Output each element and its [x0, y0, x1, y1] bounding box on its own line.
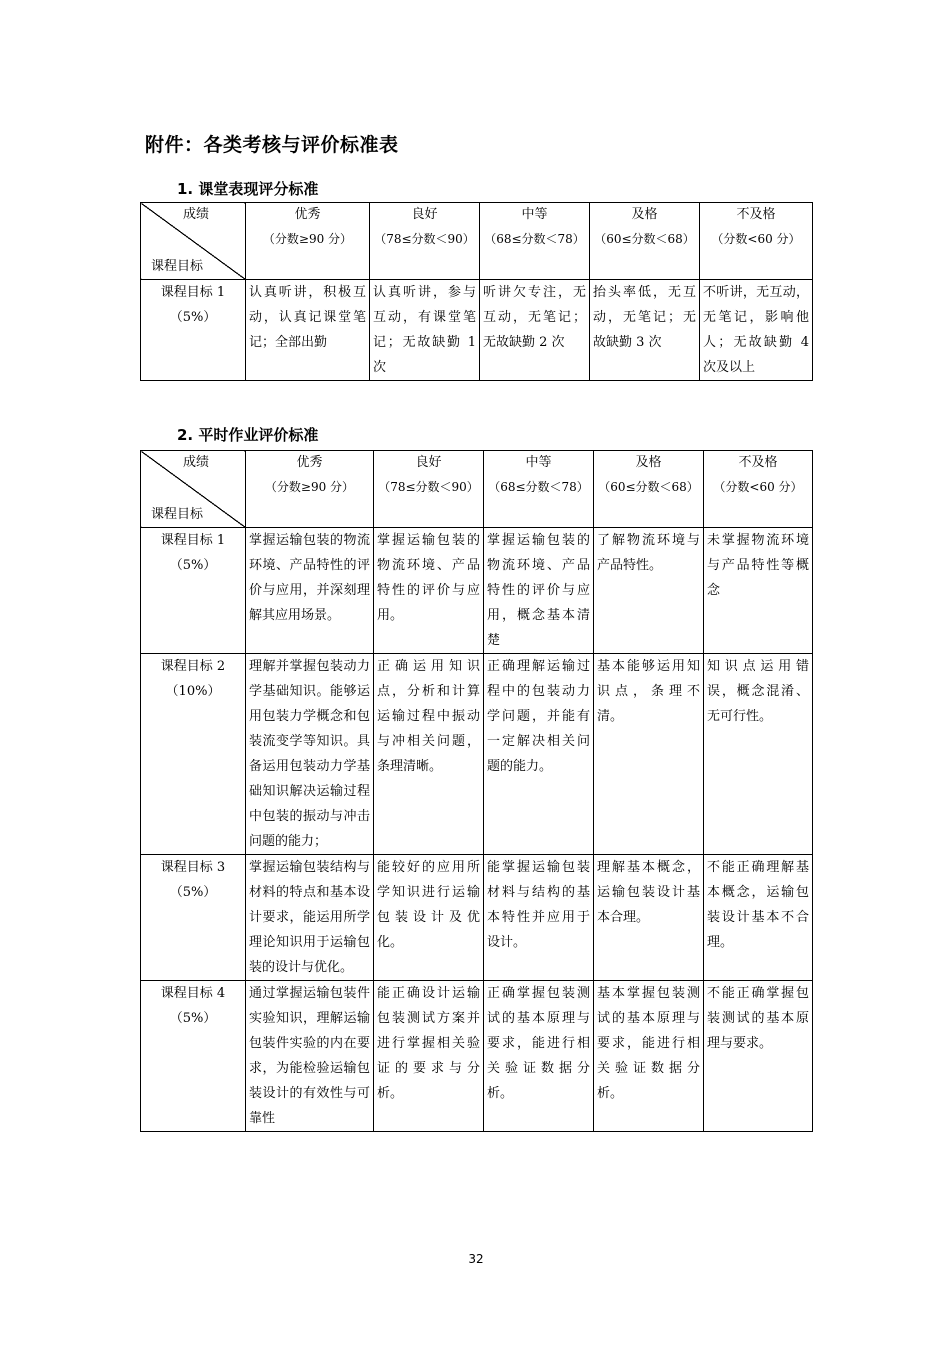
- criteria-cell: 知识点运用错误，概念混淆、无可行性。: [704, 654, 813, 855]
- criteria-cell: 不能正确掌握包装测试的基本原理与要求。: [704, 981, 813, 1132]
- criteria-cell: 不能正确理解基本概念，运输包装设计基本不合理。: [704, 855, 813, 981]
- table-row: [141, 280, 813, 381]
- criteria-cell: 了解物流环境与产品特性。: [594, 528, 704, 654]
- criteria-cell: 基本能够运用知识点，条理不清。: [594, 654, 704, 855]
- page-title: 附件：各类考核与评价标准表: [145, 134, 399, 156]
- criteria-cell: 能正确设计运输包装测试方案并进行掌握相关验证的要求与分析。: [374, 981, 484, 1132]
- criteria-cell: 认真听讲，积极互动，认真记课堂笔记；全部出勤: [246, 280, 370, 381]
- diag-bottom-label: 课程目标: [151, 507, 204, 522]
- grade-header-pass: 及格 （60≤分数＜68）: [594, 451, 704, 528]
- criteria-cell: 抬头率低，无互动，无笔记；无故缺勤 3 次: [590, 280, 700, 381]
- criteria-cell: 掌握运输包装的物流环境、产品特性的评价与应用。: [374, 528, 484, 654]
- criteria-cell: 通过掌握运输包装件实验知识，理解运输包装件实验的内在要求，为能检验运输包装设计的有效性与可靠性: [246, 981, 374, 1132]
- section1-title: 1. 课堂表现评分标准: [177, 180, 319, 198]
- criteria-cell: 能较好的应用所学知识进行运输包装设计及优化。: [374, 855, 484, 981]
- criteria-cell: 掌握运输包装的物流环境、产品特性的评价与应用，概念基本清楚: [484, 528, 594, 654]
- diagonal-header-cell: [141, 203, 246, 280]
- grade-header-fail: 不及格 （分数<60 分）: [704, 451, 813, 528]
- diag-top-label: 成绩: [182, 455, 209, 470]
- criteria-cell: 正确运用知识点，分析和计算运输过程中振动与冲相关问题，条理清晰。: [374, 654, 484, 855]
- criteria-cell: 掌握运输包装结构与材料的特点和基本设计要求，能运用所学理论知识用于运输包装的设计与优化。: [246, 855, 374, 981]
- criteria-cell: 未掌握物流环境与产品特性等概念: [704, 528, 813, 654]
- grade-header-good: 良好 （78≤分数＜90）: [374, 451, 484, 528]
- homework-evaluation-table: [140, 450, 813, 1132]
- criteria-cell: 认真听讲，参与互动，有课堂笔记；无故缺勤 1 次: [370, 280, 480, 381]
- grade-header-excellent: 优秀 （分数≥90 分）: [246, 203, 370, 280]
- criteria-cell: 不听讲，无互动，无笔记，影响他人；无故缺勤 4 次及以上: [700, 280, 813, 381]
- grade-header-pass: 及格 （60≤分数＜68）: [590, 203, 700, 280]
- diag-bottom-label: 课程目标: [151, 259, 204, 274]
- criteria-cell: 能掌握运输包装材料与结构的基本特性并应用于设计。: [484, 855, 594, 981]
- grade-header-medium: 中等 （68≤分数＜78）: [484, 451, 594, 528]
- section2-title: 2. 平时作业评价标准: [177, 426, 319, 444]
- table-row: [141, 654, 813, 855]
- criteria-cell: 正确掌握包装测试的基本原理与要求，能进行相关验证数据分析。: [484, 981, 594, 1132]
- page-number: 32: [468, 1252, 484, 1266]
- criteria-cell: 理解并掌握包装动力学基础知识。能够运用包装力学概念和包装流变学等知识。具备运用包装动力学基础知识解决运输过程中包装的振动与冲击问题的能力；: [246, 654, 374, 855]
- goal-cell: 课程目标 2 （10%）: [141, 654, 246, 855]
- criteria-cell: 掌握运输包装的物流环境、产品特性的评价与应用，并深刻理解其应用场景。: [246, 528, 374, 654]
- table-row: [141, 855, 813, 981]
- criteria-cell: 听讲欠专注，无互动，无笔记；无故缺勤 2 次: [480, 280, 590, 381]
- criteria-cell: 理解基本概念，运输包装设计基本合理。: [594, 855, 704, 981]
- criteria-cell: 基本掌握包装测试的基本原理与要求，能进行相关验证数据分析。: [594, 981, 704, 1132]
- diag-top-label: 成绩: [182, 207, 209, 222]
- grade-header-excellent: 优秀 （分数≥90 分）: [246, 451, 374, 528]
- criteria-cell: 正确理解运输过程中的包装动力学问题，并能有一定解决相关问题的能力。: [484, 654, 594, 855]
- table-row: [141, 528, 813, 654]
- table-header-row: [141, 451, 813, 528]
- grade-header-medium: 中等 （68≤分数＜78）: [480, 203, 590, 280]
- goal-cell: 课程目标 1 （5%）: [141, 528, 246, 654]
- table-row: [141, 981, 813, 1132]
- goal-cell: 课程目标 4 （5%）: [141, 981, 246, 1132]
- classroom-performance-table: [140, 202, 813, 381]
- grade-header-fail: 不及格 （分数<60 分）: [700, 203, 813, 280]
- grade-header-good: 良好 （78≤分数＜90）: [370, 203, 480, 280]
- table-header-row: [141, 203, 813, 280]
- goal-cell: 课程目标 1 （5%）: [141, 280, 246, 381]
- diagonal-header-cell: [141, 451, 246, 528]
- goal-cell: 课程目标 3 （5%）: [141, 855, 246, 981]
